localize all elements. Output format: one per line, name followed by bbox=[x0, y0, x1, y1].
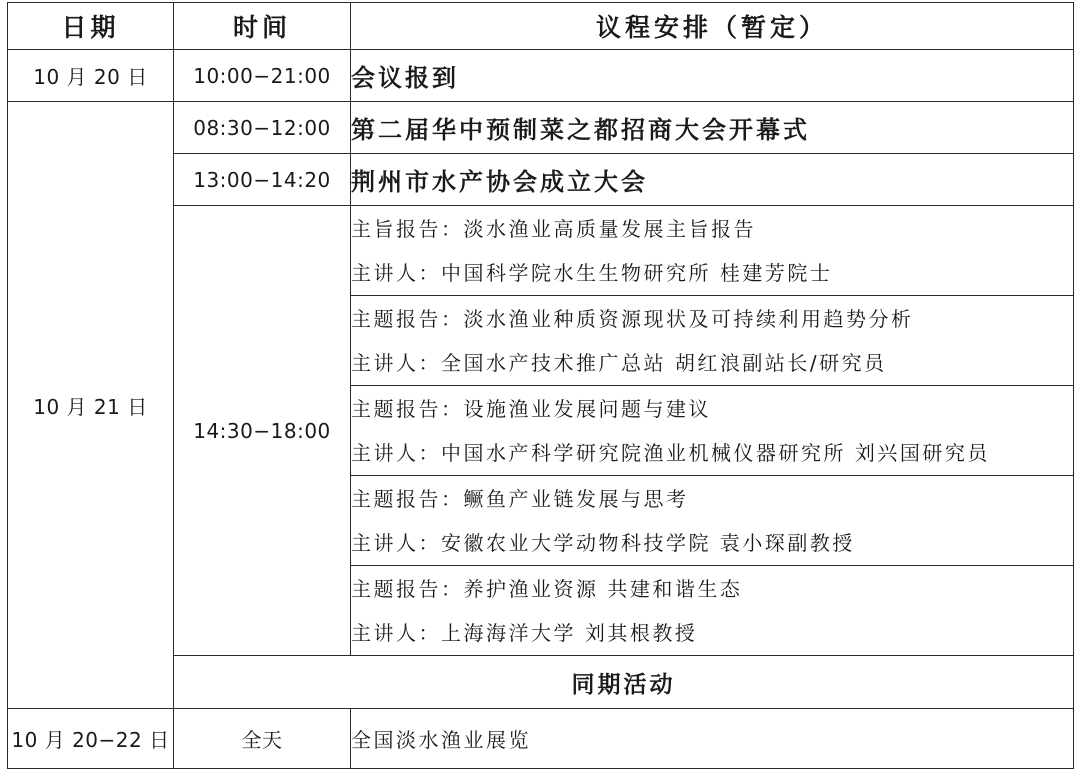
talk-speaker: 主讲人：上海海洋大学 刘其根教授 bbox=[351, 620, 698, 645]
header-time: 时间 bbox=[174, 3, 351, 50]
header-date: 日期 bbox=[8, 3, 174, 50]
talk-cell bbox=[351, 386, 1074, 476]
talk-topic: 主题报告：设施渔业发展问题与建议 bbox=[351, 396, 711, 421]
row-date: 10 月 20 日 bbox=[8, 50, 174, 102]
talk-topic: 主题报告：淡水渔业种质资源现状及可持续利用趋势分析 bbox=[351, 306, 914, 331]
talk-speaker: 主讲人：安徽农业大学动物科技学院 袁小琛副教授 bbox=[351, 530, 855, 555]
talk-cell bbox=[351, 476, 1074, 566]
row-agenda: 第二届华中预制菜之都招商大会开幕式 bbox=[351, 102, 1074, 154]
table-row bbox=[8, 102, 1074, 154]
talk-topic: 主题报告：鳜鱼产业链发展与思考 bbox=[351, 486, 689, 511]
talk-topic: 主旨报告：淡水渔业高质量发展主旨报告 bbox=[351, 216, 756, 241]
talk-speaker: 主讲人：中国科学院水生生物研究所 桂建芳院士 bbox=[351, 260, 833, 285]
talk-speaker: 主讲人：全国水产技术推广总站 胡红浪副站长/研究员 bbox=[351, 350, 887, 375]
row-time: 13:00−14:20 bbox=[174, 154, 351, 206]
row-agenda: 会议报到 bbox=[351, 50, 1074, 102]
row-event: 全国淡水渔业展览 bbox=[351, 709, 1074, 769]
header-agenda: 议程安排（暂定） bbox=[351, 3, 1074, 50]
table-row bbox=[8, 50, 1074, 102]
table-header-row bbox=[8, 3, 1074, 50]
row-time: 14:30−18:00 bbox=[174, 206, 351, 656]
agenda-table bbox=[7, 2, 1074, 769]
table-row bbox=[8, 709, 1074, 769]
row-agenda: 荆州市水产协会成立大会 bbox=[351, 154, 1074, 206]
talk-topic: 主题报告：养护渔业资源 共建和谐生态 bbox=[351, 576, 743, 601]
talk-cell bbox=[351, 296, 1074, 386]
talk-cell bbox=[351, 566, 1074, 656]
row-time: 08:30−12:00 bbox=[174, 102, 351, 154]
row-time: 全天 bbox=[174, 709, 351, 769]
row-date: 10 月 21 日 bbox=[8, 102, 174, 709]
row-time: 10:00−21:00 bbox=[174, 50, 351, 102]
talk-speaker: 主讲人：中国水产科学研究院渔业机械仪器研究所 刘兴国研究员 bbox=[351, 440, 990, 465]
row-date: 10 月 20−22 日 bbox=[8, 709, 174, 769]
section-title: 同期活动 bbox=[174, 656, 1074, 709]
talk-cell bbox=[351, 206, 1074, 296]
